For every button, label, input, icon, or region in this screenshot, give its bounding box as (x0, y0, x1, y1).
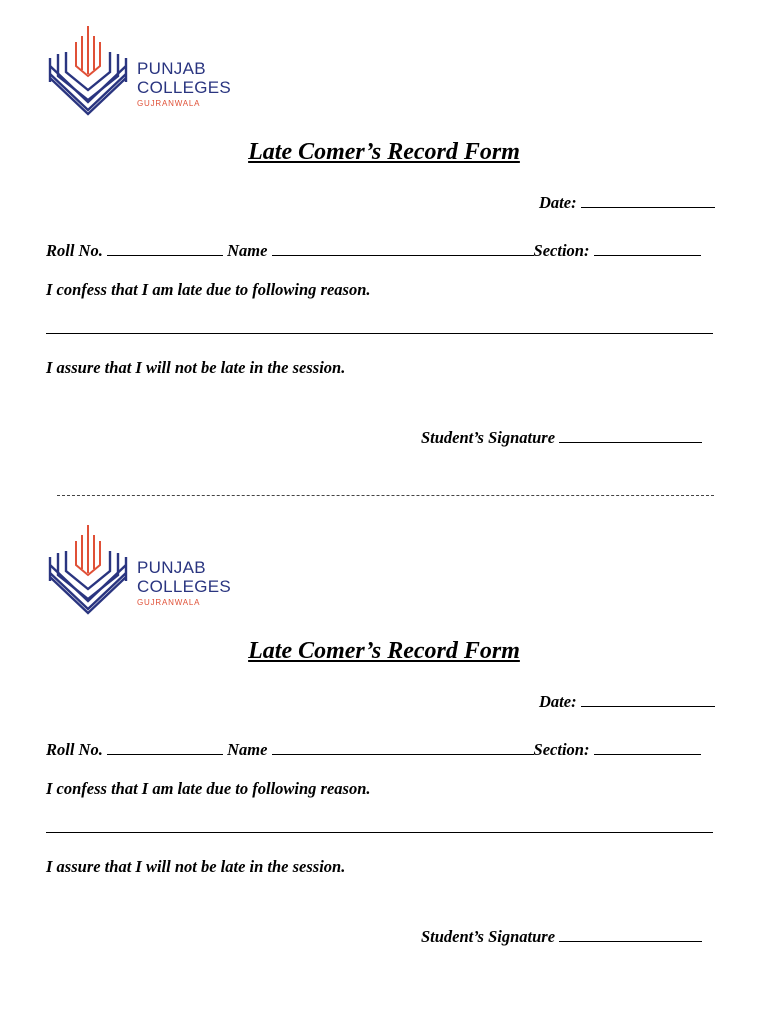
section-blank[interactable] (594, 241, 701, 256)
name-label: Name (227, 241, 268, 260)
late-comer-form-bottom (0, 499, 768, 999)
signature-field (421, 428, 702, 448)
logo-text-gujranwala: GUJRANWALA (137, 99, 201, 108)
logo-text-colleges: COLLEGES (137, 577, 232, 596)
name-label: Name (227, 740, 268, 759)
section-label: Section: (533, 241, 590, 260)
college-crest-icon (46, 18, 128, 118)
punjab-colleges-logo (46, 517, 236, 617)
roll-no-blank[interactable] (107, 740, 223, 755)
reason-blank[interactable] (46, 333, 713, 334)
date-label: Date: (539, 193, 577, 212)
roll-no-label: Roll No. (46, 241, 103, 260)
punjab-colleges-logo (46, 18, 236, 118)
signature-blank[interactable] (559, 927, 702, 942)
student-details-row (46, 241, 701, 261)
roll-no-blank[interactable] (107, 241, 223, 256)
confess-statement: I confess that I am late due to following reason. (46, 280, 371, 299)
roll-no-label: Roll No. (46, 740, 103, 759)
signature-label: Student’s Signature (421, 927, 556, 946)
date-field (539, 692, 715, 712)
date-blank[interactable] (581, 692, 715, 707)
date-blank[interactable] (581, 193, 715, 208)
section-label: Section: (533, 740, 590, 759)
college-crest-icon (46, 517, 128, 617)
name-blank[interactable] (272, 241, 534, 256)
date-field (539, 193, 715, 213)
form-title: Late Comer’s Record Form (248, 139, 520, 165)
reason-blank[interactable] (46, 832, 713, 833)
signature-blank[interactable] (559, 428, 702, 443)
signature-label: Student’s Signature (421, 428, 556, 447)
form-title: Late Comer’s Record Form (248, 638, 520, 664)
logo-text-colleges: COLLEGES (137, 78, 232, 97)
logo-text-punjab: PUNJAB (137, 59, 206, 78)
student-details-row (46, 740, 701, 760)
confess-statement: I confess that I am late due to following reason. (46, 779, 371, 798)
name-blank[interactable] (272, 740, 534, 755)
late-comer-form-top (0, 0, 768, 500)
logo-text-punjab: PUNJAB (137, 558, 206, 577)
date-label: Date: (539, 692, 577, 711)
assure-statement: I assure that I will not be late in the session. (46, 857, 346, 876)
cut-line-divider (57, 495, 714, 496)
assure-statement: I assure that I will not be late in the session. (46, 358, 346, 377)
logo-text-gujranwala: GUJRANWALA (137, 598, 201, 607)
signature-field (421, 927, 702, 947)
section-blank[interactable] (594, 740, 701, 755)
